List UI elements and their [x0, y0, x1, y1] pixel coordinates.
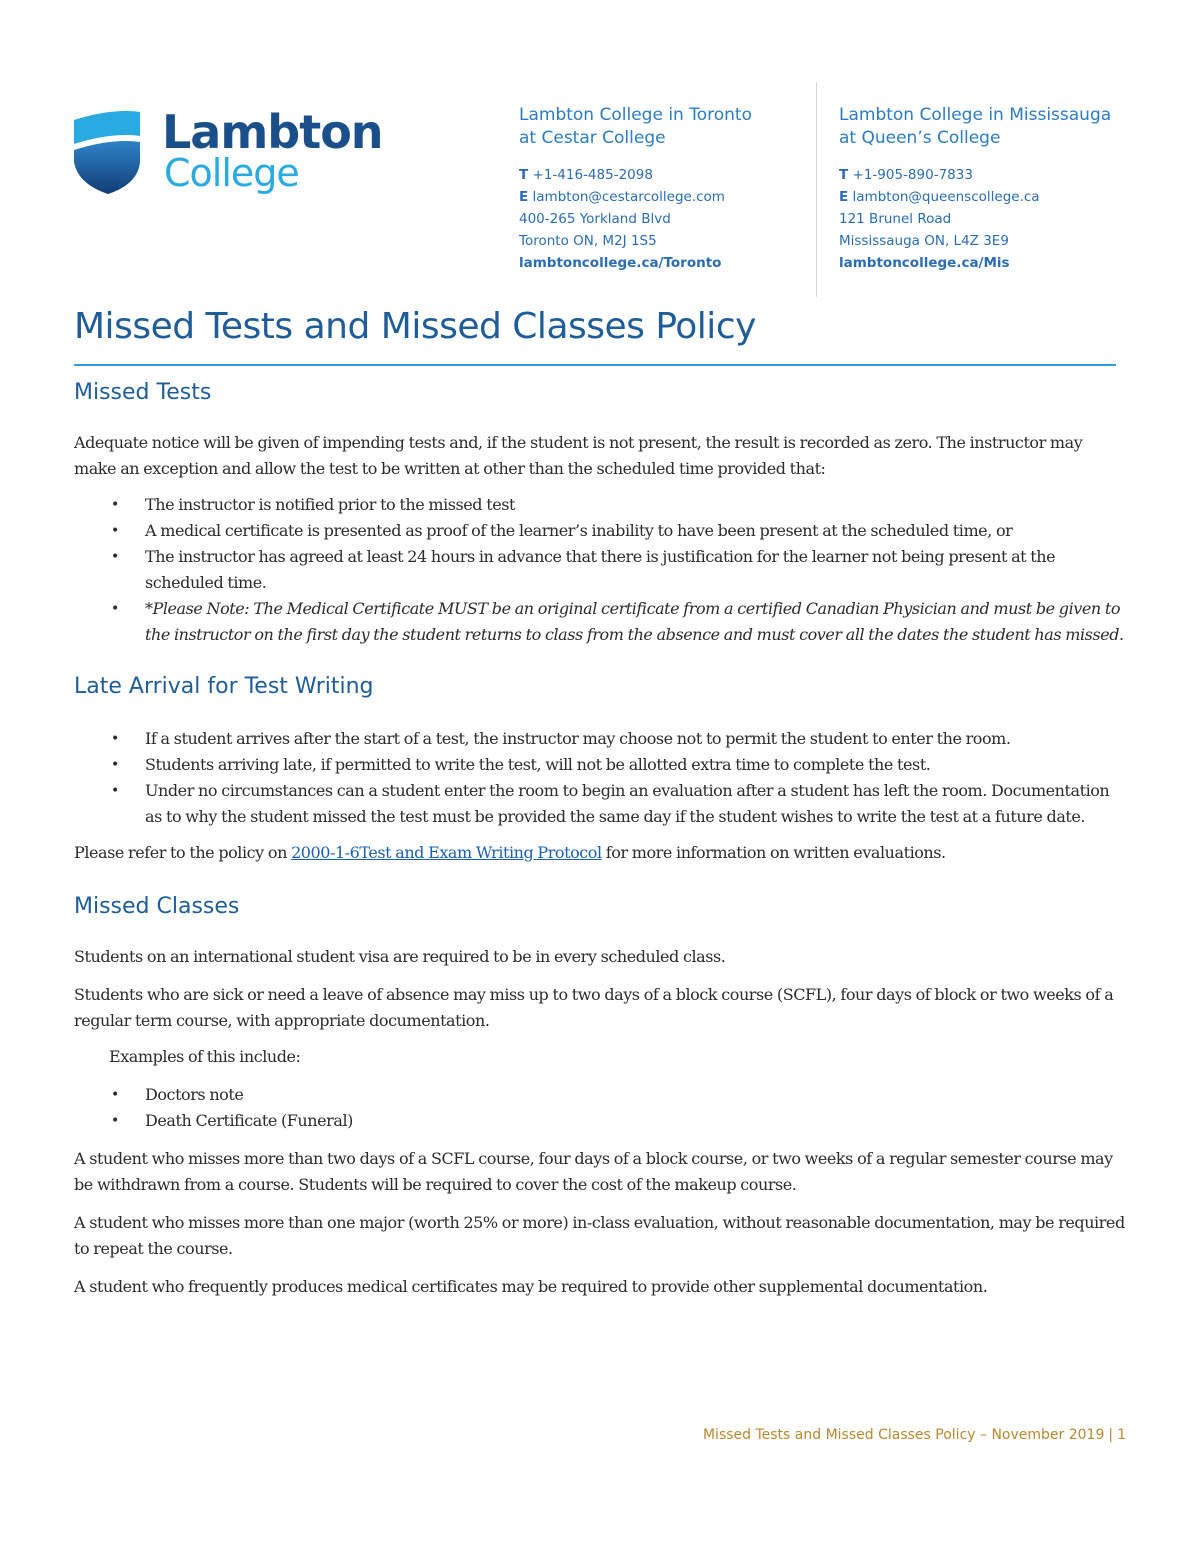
- section-heading-missed-classes: Missed Classes: [74, 894, 240, 919]
- list-item: • Under no circumstances can a student enter the room to begin an evaluation after a student has left the room. Documentation as to why the student missed the test must be provided the same day if the student wishes to write the test at a future date.: [74, 778, 1128, 830]
- campus-name-line2: at Cestar College: [519, 128, 666, 148]
- contact-block-mississauga: [839, 104, 1169, 274]
- address-line1: 400-265 Yorkland Blvd: [519, 211, 671, 227]
- email-address[interactable]: lambton@queenscollege.ca: [852, 189, 1040, 205]
- email-line: [519, 186, 809, 208]
- missed-classes-p2: Students who are sick or need a leave of absence may miss up to two days of a block course (SCFL), four days of block or two weeks of a regular term course, with appropriate documentation.: [74, 985, 1114, 1030]
- section-heading-late-arrival: Late Arrival for Test Writing: [74, 674, 374, 699]
- page-number: 1: [1117, 1427, 1126, 1443]
- examples-list: [74, 1082, 1128, 1134]
- website-link[interactable]: lambtoncollege.ca/Mis: [839, 255, 1010, 271]
- list-item: • A medical certificate is presented as proof of the learner’s inability to have been present at the scheduled time, or: [74, 518, 1128, 544]
- list-item: • Doctors note: [74, 1082, 1128, 1108]
- phone-line: [519, 164, 809, 186]
- protocol-reference: Please refer to the policy on 2000-1-6Test and Exam Writing Protocol for more information on written evaluations.: [74, 843, 946, 862]
- list-item: [74, 596, 1128, 648]
- examples-intro: Examples of this include:: [109, 1047, 301, 1066]
- lambton-college-logo: [72, 104, 392, 204]
- section-heading-missed-tests: Missed Tests: [74, 380, 212, 405]
- campus-name-line1: Lambton College in Toronto: [519, 105, 752, 125]
- header-divider: [816, 82, 817, 297]
- missed-tests-list: [74, 492, 1128, 648]
- title-rule: [74, 364, 1116, 366]
- address-line2: Mississauga ON, L4Z 3E9: [839, 233, 1009, 249]
- policy-content: [74, 378, 1128, 1300]
- list-item: • The instructor is notified prior to the missed test: [74, 492, 1128, 518]
- list-item: • Students arriving late, if permitted to write the test, will not be allotted extra time to complete the test.: [74, 752, 1128, 778]
- page-footer: [703, 1427, 1126, 1443]
- phone-number: +1-416-485-2098: [532, 167, 653, 183]
- medical-certificate-note: *Please Note: The Medical Certificate MUST be an original certificate from a certified Canadian Physician and must be given to the instructor on the first day the student returns to class from the absence and must cover all the dates the student has missed.: [145, 599, 1124, 644]
- email-line: [839, 186, 1169, 208]
- address-line2: Toronto ON, M2J 1S5: [519, 233, 657, 249]
- missed-classes-p1: Students on an international student visa are required to be in every scheduled class.: [74, 947, 726, 966]
- phone-number: +1-905-890-7833: [852, 167, 973, 183]
- footer-separator: |: [1108, 1427, 1114, 1443]
- missed-classes-p5: A student who frequently produces medical certificates may be required to provide other supplemental documentation.: [74, 1277, 988, 1296]
- footer-text: Missed Tests and Missed Classes Policy – November 2019: [702, 1427, 1105, 1443]
- phone-line: [839, 164, 1169, 186]
- address-line1: 121 Brunel Road: [839, 211, 952, 227]
- contact-block-toronto: [519, 104, 809, 274]
- logo-wordmark-college: College: [164, 151, 299, 195]
- list-item: • Death Certificate (Funeral): [74, 1108, 1128, 1134]
- missed-tests-intro: Adequate notice will be given of impending tests and, if the student is not present, the result is recorded as zero. The instructor may make an exception and allow the test to be written at other than the scheduled time provided that:: [74, 433, 1083, 478]
- page-title: Missed Tests and Missed Classes Policy: [74, 306, 756, 347]
- phone-label: T: [519, 167, 529, 183]
- campus-name-line2: at Queen’s College: [839, 128, 1001, 148]
- campus-name-line1: Lambton College in Mississauga: [839, 105, 1112, 125]
- website-link[interactable]: lambtoncollege.ca/Toronto: [519, 255, 722, 271]
- missed-classes-p3: A student who misses more than two days of a SCFL course, four days of a block course, or two weeks of a regular semester course may be withdrawn from a course. Students will be required to cover the cost of the makeup course.: [74, 1149, 1113, 1194]
- list-item: • If a student arrives after the start of a test, the instructor may choose not to permit the student to enter the room.: [74, 726, 1128, 752]
- email-label: E: [839, 189, 849, 205]
- shield-logo-icon: [72, 106, 152, 196]
- email-label: E: [519, 189, 529, 205]
- logo-wordmark-lambton: Lambton: [162, 105, 383, 159]
- missed-classes-p4: A student who misses more than one major (worth 25% or more) in-class evaluation, without reasonable documentation, may be required to repeat the course.: [74, 1213, 1125, 1258]
- protocol-link[interactable]: 2000-1-6Test and Exam Writing Protocol: [291, 843, 602, 862]
- list-item: • The instructor has agreed at least 24 hours in advance that there is justification for the learner not being present at the scheduled time.: [74, 544, 1128, 596]
- phone-label: T: [839, 167, 849, 183]
- late-arrival-list: [74, 726, 1128, 830]
- email-address[interactable]: lambton@cestarcollege.com: [532, 189, 725, 205]
